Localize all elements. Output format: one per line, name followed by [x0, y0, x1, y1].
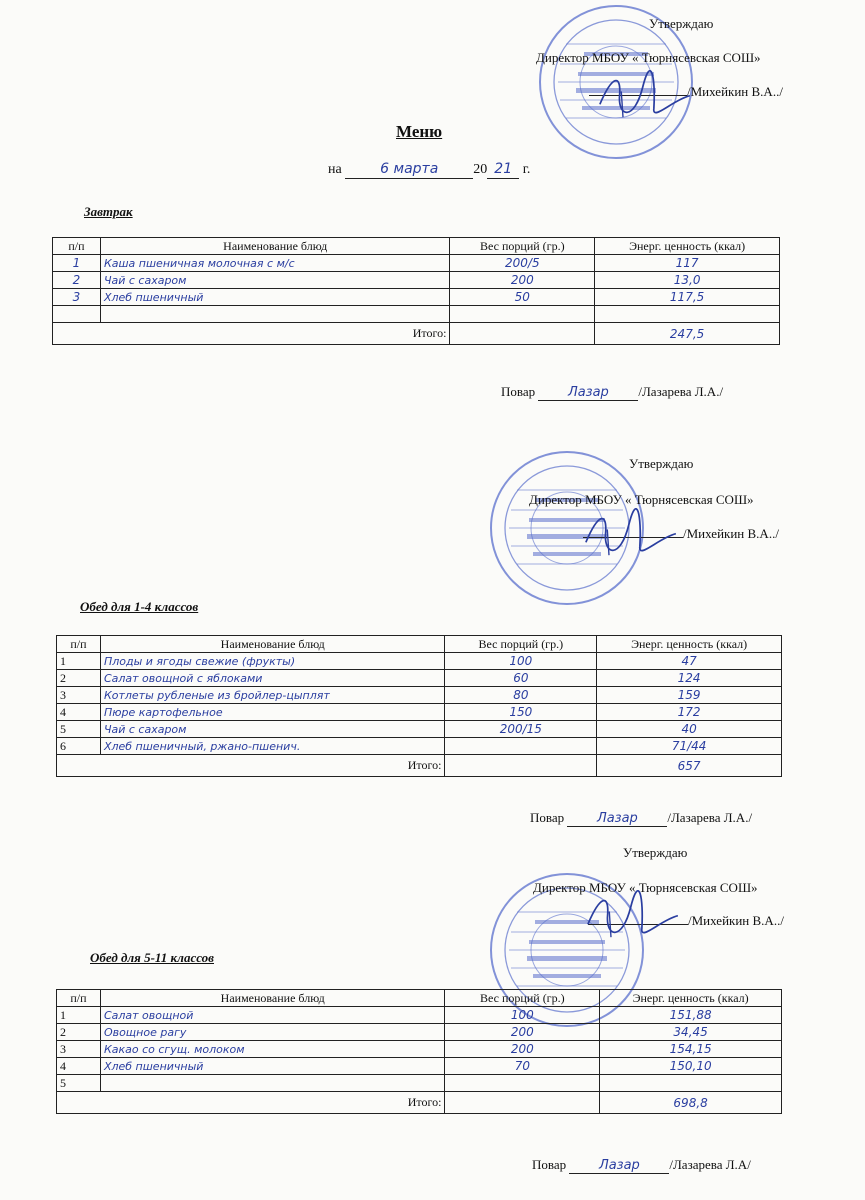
director-label: Директор МБОУ « Тюрнясевская СОШ»	[533, 880, 758, 895]
table-row: 4 Хлеб пшеничный 70 150,10	[57, 1058, 782, 1075]
table-header-row: п/п Наименование блюд Вес порций (гр.) Энерг. ценность (ккал)	[57, 636, 782, 653]
table-row: 2 Овощное рагу 200 34,45	[57, 1024, 782, 1041]
table-row: 3 Какао со сгущ. молоком 200 154,15	[57, 1041, 782, 1058]
table-row: 5 Чай с сахаром 200/15 40	[57, 721, 782, 738]
date-line	[328, 161, 530, 179]
total-row	[53, 323, 780, 345]
cook-name: /Лазарева Л.А./	[638, 384, 724, 399]
approve-label: Утверждаю	[629, 456, 694, 471]
date-day-month: 6 марта	[380, 161, 439, 177]
table-row: 4 Пюре картофельное 150 172	[57, 704, 782, 721]
table-header-row	[53, 238, 780, 255]
page-title: Меню	[396, 122, 443, 141]
lunch-1-4-total: 657	[597, 755, 782, 777]
table-row: 5	[57, 1075, 782, 1092]
col-num: п/п	[53, 238, 101, 255]
breakfast-title: Завтрак	[84, 204, 133, 219]
col-energy: Энерг. ценность (ккал)	[595, 238, 780, 255]
lunch-1-4-title: Обед для 1-4 классов	[80, 599, 199, 614]
date-year: 21	[494, 161, 513, 177]
table-row	[53, 306, 780, 323]
table-row: 6 Хлеб пшеничный, ржано-пшенич. 71/44	[57, 738, 782, 755]
table-row: 2 Чай с сахаром 200 13,0	[53, 272, 780, 289]
director-signature	[580, 890, 690, 955]
table-row: 1 Каша пшеничная молочная с м/с 200/5 117	[53, 255, 780, 272]
total-row: Итого: 698,8	[57, 1092, 782, 1114]
total-row: Итого: 657	[57, 755, 782, 777]
table-row: 2 Салат овощной с яблоками 60 124	[57, 670, 782, 687]
table-row: 1 Плоды и ягоды свежие (фрукты) 100 47	[57, 653, 782, 670]
date-prefix: на	[328, 162, 342, 177]
date-suffix: г.	[522, 162, 531, 177]
breakfast-table	[52, 237, 780, 345]
table-row: 1 Салат овощной 100 151,88	[57, 1007, 782, 1024]
table-header-row: п/п Наименование блюд Вес порций (гр.) Энерг. ценность (ккал)	[57, 990, 782, 1007]
lunch-5-11-total: 698,8	[600, 1092, 782, 1114]
director-label: Директор МБОУ « Тюрнясевская СОШ»	[536, 50, 761, 65]
cook-label: Повар	[501, 384, 536, 399]
col-weight: Вес порций (гр.)	[450, 238, 595, 255]
director-name: /Михейкин В.А../	[683, 526, 779, 541]
director-label: Директор МБОУ « Тюрнясевская СОШ»	[529, 492, 754, 507]
cook-line-1	[501, 384, 723, 401]
director-name: /Михейкин В.А../	[687, 84, 783, 99]
breakfast-total: 247,5	[595, 323, 780, 345]
table-row: 3 Хлеб пшеничный 50 117,5	[53, 289, 780, 306]
date-year-prefix: 20	[473, 162, 488, 177]
cook-line-2: Повар Лазар /Лазарева Л.А./	[530, 810, 753, 826]
approve-label: Утверждаю	[649, 16, 714, 31]
director-signature	[578, 508, 688, 573]
total-label: Итого:	[53, 323, 450, 345]
col-name: Наименование блюд	[100, 238, 449, 255]
lunch-5-11-table	[56, 989, 782, 1114]
director-signature	[592, 70, 702, 135]
table-row: 3 Котлеты рубленые из бройлер-цыплят 80 159	[57, 687, 782, 704]
cook-line-3: Повар Лазар /Лазарева Л.А/	[532, 1157, 751, 1173]
approve-label: Утверждаю	[623, 845, 688, 860]
director-name: /Михейкин В.А../	[688, 913, 784, 928]
lunch-1-4-table	[56, 635, 782, 777]
cook-signature: Лазар	[567, 385, 609, 400]
lunch-5-11-title: Обед для 5-11 классов	[90, 950, 214, 965]
